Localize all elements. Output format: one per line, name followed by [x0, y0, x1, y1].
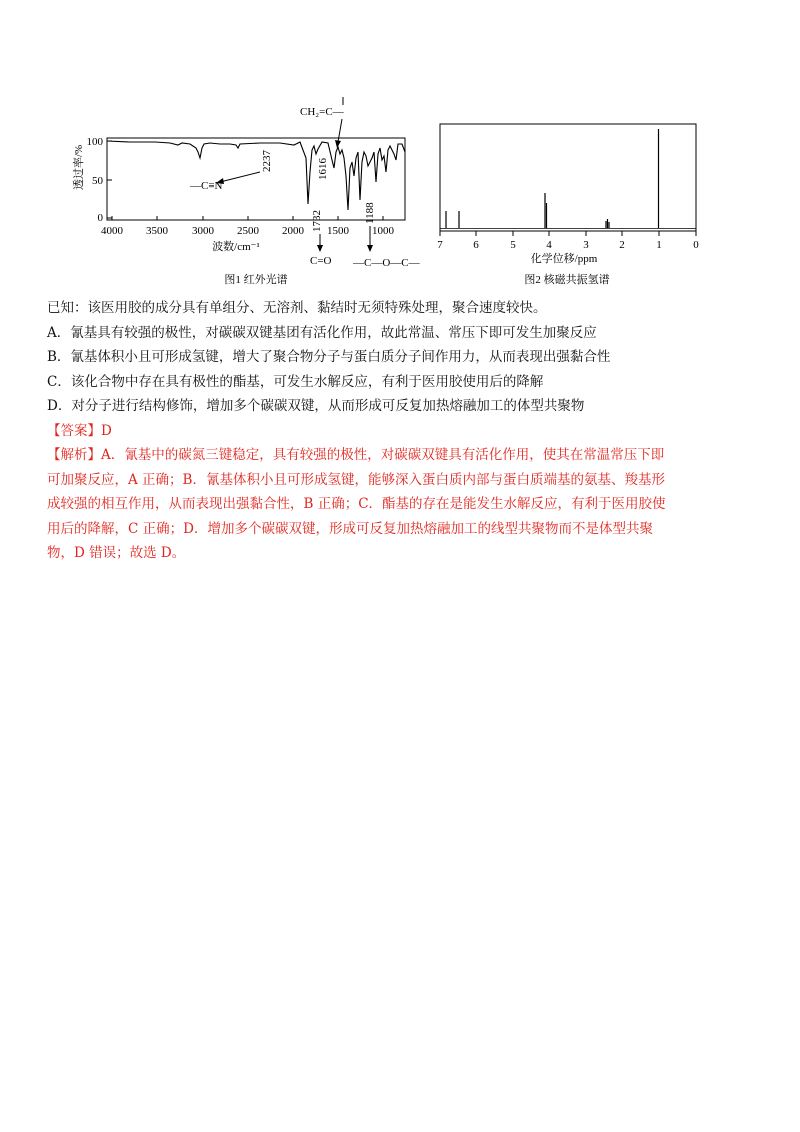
nmr-xtick-5: 5 — [510, 239, 516, 251]
analysis-label: 【解析】 — [47, 447, 101, 463]
ir-peak-1188-label: 1188 — [364, 202, 376, 224]
nmr-xtick-0: 0 — [693, 239, 699, 251]
nmr-xtick-3: 3 — [583, 239, 589, 251]
ir-xtick-4000: 4000 — [101, 225, 123, 237]
ir-coc-group-label: —C—O—C— — [353, 257, 420, 269]
nmr-xtick-2: 2 — [619, 239, 625, 251]
nmr-xtick-1: 1 — [656, 239, 662, 251]
analysis-line: 成较强的相互作用，从而表现出强黏合性，B 正确；C．酯基的存在是能发生水解反应，有利于医用胶使 — [47, 496, 666, 512]
ir-xtick-3500: 3500 — [146, 225, 168, 237]
ir-vinyl-group-label: CH₂=C— — [300, 106, 344, 118]
analysis-line: 用后的降解，C 正确；D．增加多个碳碳双键，形成可反复加热熔融加工的线型共聚物而不是体型共聚 — [47, 520, 653, 537]
ir-cn-group-label: —C≡N — [190, 180, 223, 192]
nmr-spectrum — [437, 124, 699, 286]
answer-line: 【答案】D — [47, 422, 112, 439]
option-c: C．该化合物中存在具有极性的酯基，可发生水解反应，有利于医用胶使用后的降解 — [47, 373, 544, 390]
ir-xtick-2500: 2500 — [237, 225, 259, 237]
figures-area — [70, 92, 730, 292]
ir-plot-frame — [107, 138, 405, 220]
ir-spectrum — [71, 97, 421, 286]
ir-ytick-100: 100 — [86, 136, 103, 148]
analysis-line: 物，D 错误；故选 D。 — [47, 545, 186, 561]
ir-peak-1616-label: 1616 — [317, 158, 329, 180]
nmr-peaks — [446, 129, 659, 228]
nmr-xtick-7: 7 — [437, 239, 443, 251]
figures-svg — [70, 92, 730, 292]
nmr-xtick-6: 6 — [473, 239, 479, 251]
nmr-plot-frame — [440, 124, 696, 231]
ir-ytick-0: 0 — [97, 212, 103, 224]
nmr-caption: 图2 核磁共振氢谱 — [524, 274, 610, 286]
ir-trace — [107, 141, 405, 210]
analysis-line: 可加聚反应，A 正确；B．氰基体积小且可形成氢键，能够深入蛋白质内部与蛋白质端基的氨基、羧基形 — [47, 471, 665, 488]
question-block — [47, 296, 759, 566]
ir-xtick-1500: 1500 — [327, 225, 349, 237]
ir-xtick-1000: 1000 — [372, 225, 394, 237]
ir-xtick-2000: 2000 — [282, 225, 304, 237]
ir-ylabel: 透过率/% — [73, 144, 85, 190]
known-conditions: 已知：该医用胶的成分具有单组分、无溶剂、黏结时无须特殊处理，聚合速度较快。 — [47, 300, 547, 316]
ir-peak-1732-label: 1732 — [311, 210, 323, 232]
ir-xtick-3000: 3000 — [192, 225, 214, 237]
ir-co-group-label: C=O — [310, 255, 332, 267]
ir-peak-2237-label: 2237 — [261, 150, 273, 172]
ir-caption: 图1 红外光谱 — [224, 274, 288, 286]
option-d: D．对分子进行结构修饰，增加多个碳碳双键，从而形成可反复加热熔融加工的体型共聚物 — [47, 398, 585, 414]
ir-xlabel: 波数/cm⁻¹ — [212, 241, 260, 253]
nmr-xlabel: 化学位移/ppm — [530, 253, 598, 265]
nmr-xtick-4: 4 — [546, 239, 552, 251]
analysis — [47, 443, 759, 566]
analysis-line: A．氰基中的碳氮三键稳定，具有较强的极性，对碳碳双键具有活化作用，使其在常温常压下即 — [101, 447, 665, 463]
option-a: A．氰基具有较强的极性，对碳碳双键基团有活化作用，故此常温、常压下即可发生加聚反应 — [47, 324, 597, 341]
ir-ytick-50: 50 — [92, 175, 103, 187]
option-b: B．氰基体积小且可形成氢键，增大了聚合物分子与蛋白质分子间作用力，从而表现出强黏合性 — [47, 349, 611, 365]
